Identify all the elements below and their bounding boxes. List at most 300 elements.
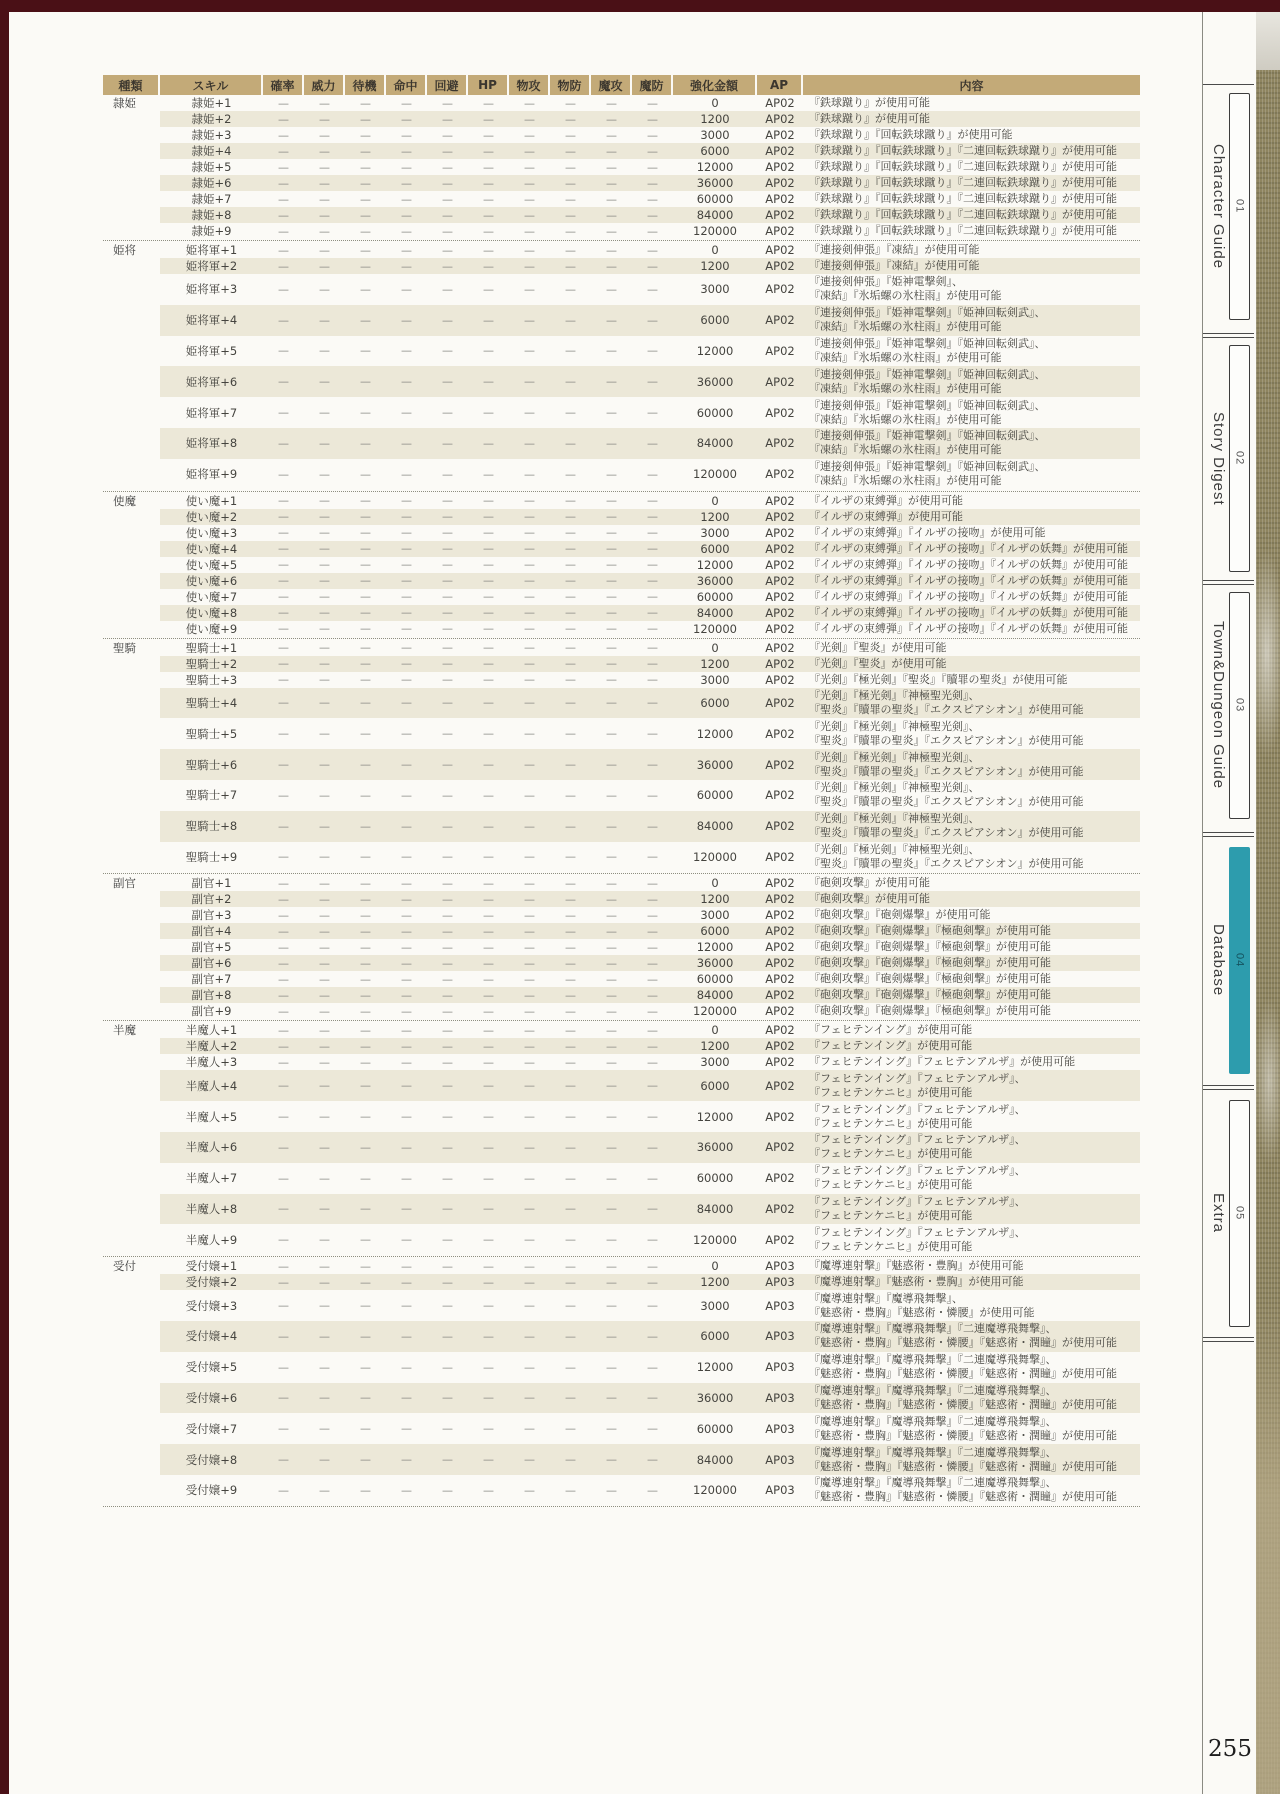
stat-value: — — [278, 1079, 289, 1093]
stat-value: — — [360, 940, 371, 954]
skill-name: 聖騎士+8 — [185, 819, 238, 834]
stat-value: — — [442, 1171, 453, 1185]
content-cell — [803, 305, 1140, 336]
table-row — [160, 1224, 1140, 1255]
content-line: 『魅惑術・豊胸』『魅惑術・憐腰』『魅惑術・潤瞳』が使用可能 — [809, 1397, 1117, 1411]
content-line: 『連接剣伸張』『凍結』が使用可能 — [809, 243, 980, 256]
stat-value: — — [278, 1391, 289, 1405]
stat-value: — — [606, 96, 617, 110]
ap-value: AP02 — [765, 192, 795, 206]
stat-value: — — [401, 1140, 412, 1154]
stat-value: — — [483, 243, 494, 257]
stat-value: — — [319, 224, 330, 238]
stat-value: — — [319, 1329, 330, 1343]
enhance-cost: 60000 — [696, 589, 734, 604]
column-header: 物攻 — [509, 75, 548, 95]
ap-value: AP02 — [765, 892, 795, 907]
stat-value: — — [483, 526, 494, 540]
stat-value: — — [565, 1171, 576, 1185]
stat-value: — — [483, 972, 494, 986]
stat-value: — — [565, 243, 576, 257]
group-rows — [160, 95, 1140, 239]
stat-value: — — [606, 526, 617, 540]
stat-value: — — [606, 908, 617, 922]
stat-value: — — [278, 1110, 289, 1124]
stat-value: — — [319, 1039, 330, 1053]
table-row — [160, 207, 1140, 223]
ap-value: AP02 — [765, 493, 795, 508]
stat-value: — — [319, 940, 330, 954]
skill-name: 隷姫+6 — [191, 176, 232, 190]
stat-value: — — [483, 673, 494, 687]
stat-value: — — [319, 1299, 330, 1313]
stat-value: — — [606, 160, 617, 174]
stat-value: — — [606, 1079, 617, 1093]
ap-value: AP02 — [765, 96, 795, 110]
stat-value: — — [606, 1259, 617, 1273]
content-cell — [803, 573, 1140, 589]
table-row — [160, 111, 1140, 127]
ap-value: AP02 — [765, 467, 795, 482]
stat-value: — — [483, 510, 494, 524]
stat-value: — — [360, 406, 371, 420]
ap-value: AP02 — [765, 282, 795, 297]
group-rows — [160, 640, 1140, 873]
stat-value: — — [442, 850, 453, 864]
stat-value: — — [606, 406, 617, 420]
skill-name: 聖騎士+9 — [185, 849, 238, 864]
table-group — [103, 873, 1140, 1019]
stat-value: — — [278, 1360, 289, 1374]
skill-name: 姫将軍+3 — [185, 282, 238, 297]
stat-value: — — [319, 510, 330, 524]
stat-value: — — [647, 788, 658, 802]
table-row — [160, 493, 1140, 509]
stat-value: — — [606, 243, 617, 257]
stat-value: — — [483, 192, 494, 206]
stat-value: — — [524, 1171, 535, 1185]
content-line: 『魔導連射撃』『魔導飛舞撃』『二連魔導飛舞撃』、 — [809, 1414, 1057, 1428]
tab-database[interactable] — [1205, 847, 1255, 1074]
stat-value: — — [278, 526, 289, 540]
stat-value: — — [442, 208, 453, 222]
tab-character-guide[interactable] — [1205, 93, 1255, 320]
content-line: 『砲剣攻撃』が使用可能 — [809, 876, 930, 890]
content-line: 『魅惑術・豊胸』『魅惑術・憐腰』が使用可能 — [809, 1305, 1035, 1319]
content-line: 『光剣』『極光剣』『神極聖光剣』、 — [809, 688, 980, 702]
stat-value: — — [442, 344, 453, 358]
ap-value: AP02 — [765, 972, 795, 987]
stat-value: — — [524, 1140, 535, 1154]
stat-value: — — [401, 144, 412, 158]
ap-value: AP02 — [765, 656, 795, 671]
skill-name: 半魔人+2 — [185, 1039, 238, 1054]
stat-value: — — [483, 850, 494, 864]
stat-value: — — [524, 606, 535, 620]
stat-value: — — [319, 1110, 330, 1124]
stat-value: — — [401, 673, 412, 687]
stat-value: — — [524, 1299, 535, 1313]
stat-value: — — [401, 542, 412, 556]
table-row — [160, 923, 1140, 939]
content-line: 『魅惑術・豊胸』『魅惑術・憐腰』『魅惑術・潤瞳』が使用可能 — [809, 1428, 1117, 1442]
content-line: 『連接剣伸張』『姫神電撃剣』『姫神回転剣武』、 — [809, 306, 1046, 320]
stat-value: — — [606, 467, 617, 481]
stat-value: — — [360, 924, 371, 938]
content-cell — [803, 509, 1140, 525]
stat-value: — — [647, 436, 658, 450]
table-row — [160, 749, 1140, 780]
stat-value: — — [565, 1110, 576, 1124]
stat-value: — — [606, 112, 617, 126]
skill-name: 使い魔+8 — [185, 605, 238, 620]
content-line: 『フェヒテンイング』が使用可能 — [809, 1023, 973, 1037]
skill-name: 半魔人+7 — [185, 1171, 238, 1186]
stat-value: — — [401, 1039, 412, 1053]
table-row — [160, 1132, 1140, 1163]
stat-value: — — [524, 467, 535, 481]
stat-value: — — [401, 606, 412, 620]
stat-value: — — [360, 1110, 371, 1124]
stat-value: — — [647, 673, 658, 687]
stat-value: — — [483, 1055, 494, 1069]
stat-value: — — [524, 144, 535, 158]
stat-value: — — [278, 375, 289, 389]
content-line: 『魅惑術・豊胸』『魅惑術・憐腰』『魅惑術・潤瞳』が使用可能 — [809, 1490, 1117, 1504]
stat-value: — — [278, 96, 289, 110]
content-cell — [803, 672, 1140, 688]
stat-value: — — [606, 224, 617, 238]
stat-value: — — [442, 727, 453, 741]
stat-value: — — [524, 1202, 535, 1216]
ap-value: AP02 — [765, 908, 795, 923]
stat-value: — — [565, 375, 576, 389]
stat-value: — — [565, 788, 576, 802]
stat-value: — — [278, 192, 289, 206]
content-line: 『フェヒテンイング』『フェヒテンアルザ』、 — [809, 1225, 1026, 1239]
content-line: 『聖炎』『贖罪の聖炎』『エクスピアシオン』が使用可能 — [809, 795, 1084, 809]
skill-name: 副官+2 — [191, 892, 232, 907]
content-cell — [803, 640, 1140, 656]
stat-value: — — [606, 1039, 617, 1053]
skill-name: 聖騎士+4 — [185, 695, 238, 710]
table-row — [160, 1194, 1140, 1225]
stat-value: — — [401, 1004, 412, 1018]
stat-value: — — [319, 1079, 330, 1093]
content-line: 『イルザの束縛弾』『イルザの接吻』が使用可能 — [809, 525, 1046, 539]
stat-value: — — [442, 956, 453, 970]
table-row — [160, 95, 1140, 111]
skill-name: 受付嬢+1 — [185, 1259, 238, 1274]
stat-value: — — [565, 1233, 576, 1247]
table-row — [160, 1413, 1140, 1444]
stat-value: — — [319, 956, 330, 970]
stat-value: — — [565, 1023, 576, 1037]
stat-value: — — [360, 208, 371, 222]
stat-value: — — [606, 850, 617, 864]
stat-value: — — [606, 1202, 617, 1216]
stat-value: — — [401, 892, 412, 906]
stat-value: — — [360, 542, 371, 556]
content-cell — [803, 971, 1140, 987]
skill-name: 使い魔+6 — [185, 573, 238, 588]
stat-value: — — [319, 590, 330, 604]
stat-value: — — [401, 176, 412, 190]
stat-value: — — [647, 819, 658, 833]
stat-value: — — [565, 144, 576, 158]
enhance-cost: 120000 — [693, 1232, 737, 1247]
stat-value: — — [606, 590, 617, 604]
skill-name: 姫将軍+8 — [185, 436, 238, 451]
enhance-cost: 1200 — [700, 656, 730, 671]
ap-value: AP02 — [765, 757, 795, 772]
stat-value: — — [524, 558, 535, 572]
tab-number-box — [1229, 1100, 1250, 1327]
stat-value: — — [442, 1483, 453, 1497]
enhance-cost: 60000 — [696, 1171, 734, 1186]
stat-value: — — [647, 1079, 658, 1093]
enhance-cost: 6000 — [700, 541, 730, 556]
stat-value: — — [524, 657, 535, 671]
tab-separator — [1203, 84, 1254, 85]
skill-name: 姫将軍+4 — [185, 313, 238, 328]
stat-value: — — [442, 788, 453, 802]
stat-value: — — [606, 510, 617, 524]
stat-value: — — [278, 558, 289, 572]
stat-value: — — [401, 1259, 412, 1273]
content-cell — [803, 1163, 1140, 1194]
stat-value: — — [483, 375, 494, 389]
skill-name: 半魔人+3 — [185, 1055, 238, 1070]
stat-value: — — [524, 641, 535, 655]
content-line: 『イルザの束縛弾』が使用可能 — [809, 509, 963, 523]
stat-value: — — [401, 406, 412, 420]
stat-value: — — [647, 1233, 658, 1247]
tab-number-box — [1229, 93, 1250, 320]
tab-story-digest[interactable] — [1205, 345, 1255, 572]
stat-value: — — [483, 1360, 494, 1374]
stat-value: — — [319, 406, 330, 420]
stat-value: — — [647, 558, 658, 572]
stat-value: — — [565, 510, 576, 524]
content-cell — [803, 1003, 1140, 1019]
stat-value: — — [442, 1079, 453, 1093]
stat-value: — — [483, 160, 494, 174]
table-row — [160, 939, 1140, 955]
skill-name: 使い魔+2 — [185, 509, 238, 524]
stat-value: — — [278, 606, 289, 620]
tab-number: 05 — [1233, 1206, 1246, 1221]
table-row — [160, 1022, 1140, 1038]
ap-value: AP02 — [765, 940, 795, 955]
stat-value: — — [319, 574, 330, 588]
content-line: 『魔導連射撃』『魔導飛舞撃』、 — [809, 1291, 963, 1305]
stat-value: — — [360, 622, 371, 636]
ap-value: AP02 — [765, 112, 795, 126]
stat-value: — — [524, 1110, 535, 1124]
tab-town-dungeon-guide[interactable] — [1205, 592, 1255, 819]
stat-value: — — [442, 908, 453, 922]
stat-value: — — [524, 160, 535, 174]
content-line: 『凍結』『氷垢螺の氷柱雨』が使用可能 — [809, 320, 1002, 334]
stat-value: — — [647, 574, 658, 588]
skill-name: 隷姫+4 — [191, 144, 232, 158]
type-label: 半魔 — [113, 1023, 136, 1038]
skill-name: 副官+9 — [191, 1004, 232, 1019]
table-row — [160, 656, 1140, 672]
stat-value: — — [278, 1004, 289, 1018]
stat-value: — — [483, 96, 494, 110]
content-cell — [803, 1475, 1140, 1506]
skill-name: 使い魔+9 — [185, 621, 238, 636]
ap-value: AP02 — [765, 343, 795, 358]
content-cell — [803, 688, 1140, 719]
stat-value: — — [319, 1422, 330, 1436]
stat-value: — — [442, 657, 453, 671]
stat-value: — — [524, 673, 535, 687]
skill-name: 隷姫+7 — [191, 192, 232, 206]
stat-value: — — [483, 590, 494, 604]
content-cell — [803, 1321, 1140, 1352]
content-line: 『イルザの束縛弾』『イルザの接吻』『イルザの妖舞』が使用可能 — [809, 605, 1128, 619]
ap-value: AP03 — [765, 1390, 795, 1405]
stat-value: — — [606, 144, 617, 158]
stat-value: — — [565, 494, 576, 508]
stat-value: — — [606, 313, 617, 327]
content-cell — [803, 1413, 1140, 1444]
skill-name: 受付嬢+9 — [185, 1483, 238, 1498]
content-cell — [803, 428, 1140, 459]
column-header: 回避 — [427, 75, 466, 95]
table-group — [103, 240, 1140, 490]
stat-value: — — [360, 192, 371, 206]
stat-value: — — [319, 192, 330, 206]
tab-extra[interactable] — [1205, 1100, 1255, 1327]
table-row — [160, 987, 1140, 1003]
ap-value: AP02 — [765, 605, 795, 620]
table-row — [160, 1383, 1140, 1414]
enhance-cost: 36000 — [696, 956, 734, 971]
stat-value: — — [565, 606, 576, 620]
content-line: 『砲剣攻撃』『砲剣爆撃』『極砲剣撃』が使用可能 — [809, 956, 1051, 970]
stat-value: — — [442, 510, 453, 524]
content-cell — [803, 1383, 1140, 1414]
skill-name: 隷姫+9 — [191, 224, 232, 238]
stat-value: — — [401, 282, 412, 296]
table-row — [160, 1003, 1140, 1019]
group-rows — [160, 1258, 1140, 1506]
table-row — [160, 672, 1140, 688]
stat-value: — — [401, 1360, 412, 1374]
stat-value: — — [360, 727, 371, 741]
stat-value: — — [524, 1055, 535, 1069]
stat-value: — — [360, 1202, 371, 1216]
stat-value: — — [319, 1259, 330, 1273]
skill-name: 隷姫+1 — [191, 96, 232, 110]
stat-value: — — [401, 436, 412, 450]
stat-value: — — [647, 727, 658, 741]
stat-value: — — [606, 558, 617, 572]
enhance-cost: 60000 — [696, 192, 734, 206]
type-label: 姫将 — [113, 243, 136, 257]
stat-value: — — [647, 1453, 658, 1467]
enhance-cost: 60000 — [696, 972, 734, 987]
stat-value: — — [401, 1422, 412, 1436]
ap-value: AP02 — [765, 1140, 795, 1155]
stat-value: — — [442, 375, 453, 389]
content-cell — [803, 1224, 1140, 1255]
stat-value: — — [565, 1202, 576, 1216]
content-line: 『イルザの束縛弾』『イルザの接吻』『イルザの妖舞』が使用可能 — [809, 573, 1128, 587]
tab-number-box — [1229, 345, 1250, 572]
stat-value: — — [319, 788, 330, 802]
content-cell — [803, 493, 1140, 509]
content-line: 『フェヒテンイング』『フェヒテンアルザ』、 — [809, 1194, 1026, 1208]
stat-value: — — [483, 1453, 494, 1467]
stat-value: — — [442, 542, 453, 556]
table-group — [103, 491, 1140, 637]
skill-name: 隷姫+5 — [191, 160, 232, 174]
stat-value: — — [278, 243, 289, 257]
stat-value: — — [278, 259, 289, 273]
enhance-cost: 3000 — [700, 1055, 730, 1070]
stat-value: — — [647, 344, 658, 358]
stat-value: — — [360, 344, 371, 358]
table-row — [160, 258, 1140, 274]
skill-table — [103, 75, 1140, 1507]
ap-value: AP02 — [765, 573, 795, 588]
content-line: 『砲剣攻撃』『砲剣爆撃』『極砲剣撃』が使用可能 — [809, 940, 1051, 954]
stat-value: — — [524, 510, 535, 524]
stat-value: — — [524, 375, 535, 389]
stat-value: — — [401, 1275, 412, 1289]
stat-value: — — [442, 940, 453, 954]
stat-value: — — [442, 1110, 453, 1124]
ap-value: AP02 — [765, 1201, 795, 1216]
stat-value: — — [360, 1055, 371, 1069]
content-cell — [803, 127, 1140, 143]
stat-value: — — [278, 673, 289, 687]
skill-name: 副官+3 — [191, 908, 232, 923]
ap-value: AP02 — [765, 557, 795, 572]
stat-value: — — [565, 1299, 576, 1313]
stat-value: — — [483, 406, 494, 420]
group-rows — [160, 242, 1140, 490]
stat-value: — — [483, 282, 494, 296]
table-group — [103, 638, 1140, 873]
stat-value: — — [442, 526, 453, 540]
stat-value: — — [319, 128, 330, 142]
content-line: 『砲剣攻撃』『砲剣爆撃』『極砲剣撃』が使用可能 — [809, 988, 1051, 1002]
stat-value: — — [401, 1483, 412, 1497]
stat-value: — — [606, 727, 617, 741]
stat-value: — — [360, 128, 371, 142]
ap-value: AP03 — [765, 1259, 795, 1274]
stat-value: — — [524, 1360, 535, 1374]
content-line: 『フェヒテンケニヒ』が使用可能 — [809, 1239, 973, 1253]
stat-value: — — [278, 940, 289, 954]
enhance-cost: 3000 — [700, 525, 730, 540]
stat-value: — — [647, 696, 658, 710]
table-row — [160, 459, 1140, 490]
ap-value: AP03 — [765, 1275, 795, 1290]
skill-name: 使い魔+7 — [185, 589, 238, 604]
stat-value: — — [360, 1391, 371, 1405]
stat-value: — — [647, 1023, 658, 1037]
stat-value: — — [524, 924, 535, 938]
stat-value: — — [565, 313, 576, 327]
content-line: 『鉄球蹴り』『回転鉄球蹴り』『二連回転鉄球蹴り』が使用可能 — [809, 160, 1117, 173]
